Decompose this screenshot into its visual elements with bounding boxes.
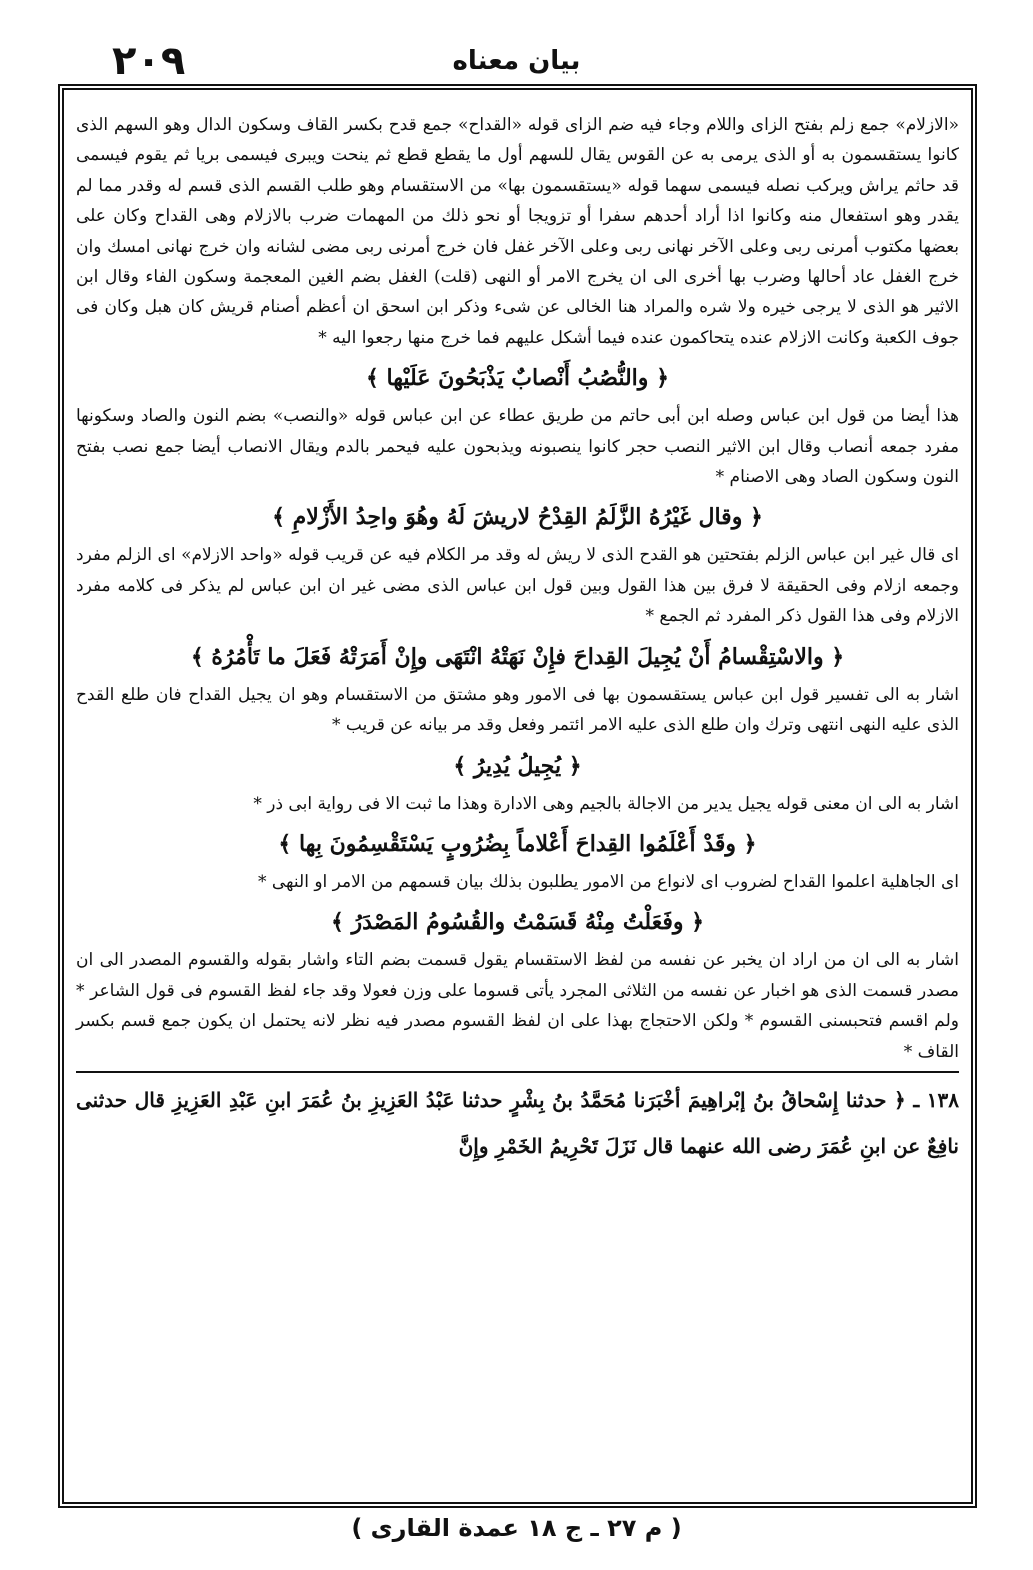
running-title: بيان معناه <box>452 46 581 76</box>
commentary-paragraph: «الازلام» جمع زلم بفتح الزاى واللام وجاء فيه ضم الزاى قوله «القداح» جمع قدح بكسر القاف وسكون الدال وهو السهم الذى كانوا يستقسمون به أو الذى يرمى به عن القوس يقال للسهم أول ما يقطع قطع ثم ينحت ويبرى فيسمى بريا ثم يقوم فيسمى قد حاثم يراش ويركب نصله فيسمى سهما قوله «يستقسمون بها» من الاستقسام وهو طلب القسم الذى قسم له وقدر مما لم يقدر وهو استفعال منه وكانوا اذا أراد أحدهم سفرا أو تزويجا أو نحو ذلك من المهمات ضرب بالازلام وهى القداح وكان على بعضها مكتوب أمرنى ربى وعلى الآخر نهانى ربى وعلى الآخر غفل فان خرج أمرنى ربى مضى لشانه وان خرج نهانى امسك وان خرج الغفل عاد أحالها وضرب بها أخرى الى ان يخرج الامر أو النهى (قلت) الغفل بضم الغين المعجمة وسكون الفاء وقال ابن الاثير هو الذى لا يرجى خيره ولا شره والمراد هنا الخالى عن شىء وذكر ابن اسحق ان أعظم أصنام قريش كان هبل وكان فى جوف الكعبة وكانت الازلام عنده يتحاكمون عنده فيما أشكل عليهم فما خرج منها رجعوا اليه * <box>76 115 959 348</box>
section-heading: ﴿ وقال غَيْرُهُ الزَّلَمُ القِدْحُ لاريشَ لَهُ وهُوَ واحِدُ الأَزْلامِ ﴾ <box>272 504 763 531</box>
hadith-text: ١٣٨ ـ ﴿ حدثنا إِسْحاقُ بنُ إبْراهِيمَ أخْبَرَنا مُحَمَّدُ بنُ بِشْرٍ حدثنا عَبْدُ العَزِيزِ بنُ عُمَرَ ابنِ عَبْدِ العَزِيزِ قال حدثنى نافِعٌ عن ابنِ عُمَرَ رضى الله عنهما قال نَزَلَ تَحْرِيمُ الخَمْرِ وإِنَّ <box>76 1071 959 1169</box>
section-heading: ﴿ وقَدْ أَعْلَمُوا القِداحَ أَعْلاماً بِضُرُوبٍ يَسْتَقْسِمُونَ بِها ﴾ <box>278 830 757 857</box>
commentary-paragraph: اى الجاهلية اعلموا القداح لضروب اى لانواع من الامور يطلبون بذلك بيان قسمهم من الامر او النهى * <box>257 871 959 892</box>
commentary-paragraph: اشار به الى تفسير قول ابن عباس يستقسمون بها فى الامور وهو مشتق من الاستقسام وهو ان يجيل القداح فان طلع القدح الذى عليه النهى انتهى وترك وان طلع الذى عليه الامر ائتمر وفعل وقد مر بيانه عن قريب * <box>76 684 959 736</box>
page-body <box>76 110 959 1169</box>
section-heading: ﴿ والنُّصُبُ أَنْصابٌ يَذْبَحُونَ عَلَيْها ﴾ <box>366 365 669 392</box>
commentary-paragraph: هذا أيضا من قول ابن عباس وصله ابن أبى حاتم من طريق عطاء عن ابن عباس قوله «والنصب» بضم النون والصاد وسكونها مفرد جمعه أنصاب وقال ابن الاثير النصب حجر كانوا ينصبونه ويذبحون عليه فيحمر بالدم ويقال الانصاب أيضا جمع نصب بفتح النون وسكون الصاد وهى الاصنام * <box>76 406 959 488</box>
text-frame <box>58 84 977 1508</box>
commentary-paragraph: اى قال غير ابن عباس الزلم بفتحتين هو القدح الذى لا ريش له وقد مر الكلام فيه عن قريب قوله «واحد الازلام» اى الزلم مفرد وجمعه ازلام وفى الحقيقة لا فرق بين هذا القول وبين قول ابن عباس الذى مضى غير ان ابن عباس لم يذكر فى كلامه مفرد الازلام وفى هذا القول ذكر المفرد ثم الجمع * <box>76 545 959 627</box>
commentary-paragraph: اشار به الى ان معنى قوله يجيل يدير من الاجالة بالجيم وهى الادارة وهذا ما ثبت الا فى رواية ابى ذر * <box>253 793 959 814</box>
section-heading: ﴿ والاسْتِقْسامُ أَنْ يُجِيلَ القِداحَ فإِنْ نَهَتْهُ انْتَهَى وإِنْ أَمَرَتْهُ فَعَلَ ما تَأْمُرُهُ ﴾ <box>190 643 845 670</box>
signature-footer: ( م ٢٧ ـ ج ١٨ عمدة القارى ) <box>351 1514 682 1542</box>
commentary-paragraph: اشار به الى ان من اراد ان يخبر عن نفسه من لفظ الاستقسام يقول قسمت بضم التاء واشار بقوله والقسوم المصدر الى ان مصدر قسمت الذى هو اخبار عن نفسه من الثلاثى المجرد يأتى قسوما على وزن فعولا وقد جاء لفظ القسوم فى قول الشاعر * ولم اقسم فتحبسنى القسوم * ولكن الاحتجاج بهذا على ان لفظ القسوم مصدر فيه نظر لانه يحتمل ان يكون جمع قسم بكسر القاف * <box>76 950 959 1062</box>
page-number: ٢٠٩ <box>112 38 186 84</box>
section-heading: ﴿ يُجِيلُ يُدِيرُ ﴾ <box>453 752 582 779</box>
section-heading: ﴿ وفَعَلْتُ مِنْهُ قَسَمْتُ والقُسُومُ المَصْدَرُ ﴾ <box>330 909 705 936</box>
